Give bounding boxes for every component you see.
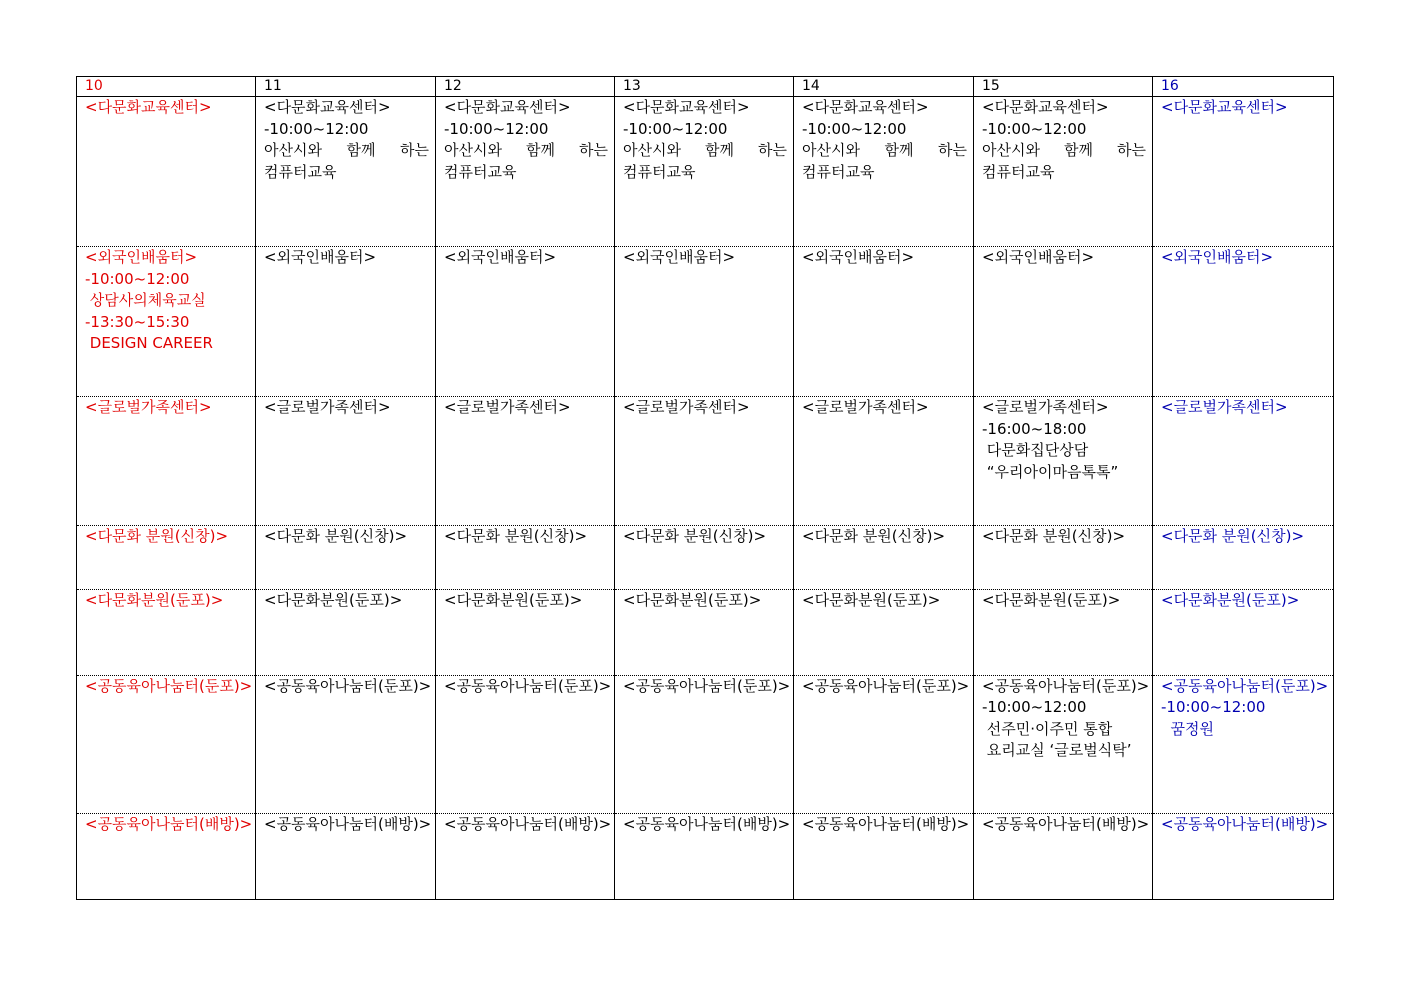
center-name: <공동육아나눔터(배방)> (85, 814, 253, 833)
schedule-cell (615, 247, 794, 397)
schedule-cell (256, 589, 436, 675)
center-name: <공동육아나눔터(배방)> (1161, 814, 1329, 833)
event-line (802, 140, 973, 162)
center-name: <다문화분원(둔포)> (982, 590, 1121, 609)
event-word: 하는 (400, 141, 429, 160)
center-name: <다문화분원(둔포)> (444, 590, 583, 609)
day-header-row (77, 77, 1334, 97)
event-word: 아산시와 (623, 141, 681, 160)
event-line: -10:00~12:00 (1161, 698, 1266, 717)
event-word: 함께 (884, 141, 914, 160)
event-word: 하는 (938, 141, 967, 160)
event-line: -10:00~12:00 (85, 269, 190, 288)
schedule-cell (256, 247, 436, 397)
event-line (444, 140, 614, 162)
center-name: <다문화교육센터> (444, 98, 571, 117)
center-name: <외국인배움터> (1161, 248, 1274, 267)
event-line (623, 140, 793, 162)
event-word: 아산시와 (982, 141, 1040, 160)
section-row (77, 247, 1334, 397)
schedule-cell (615, 97, 794, 247)
schedule-cell (794, 97, 974, 247)
schedule-cell (256, 97, 436, 247)
center-name: <글로벌가족센터> (85, 398, 212, 417)
schedule-cell (615, 525, 794, 589)
section-row (77, 525, 1334, 589)
center-name: <다문화 분원(신창)> (444, 526, 588, 545)
schedule-cell (615, 813, 794, 899)
center-name: <공동육아나눔터(배방)> (264, 814, 432, 833)
schedule-cell (436, 247, 615, 397)
center-name: <공동육아나눔터(둔포)> (623, 676, 791, 695)
center-name: <글로벌가족센터> (444, 398, 571, 417)
event-line: 컴퓨터교육 (623, 162, 696, 181)
center-name: <글로벌가족센터> (264, 398, 391, 417)
center-name: <다문화교육센터> (85, 98, 212, 117)
center-name: <다문화분원(둔포)> (623, 590, 762, 609)
center-name: <외국인배움터> (85, 248, 198, 267)
schedule-cell (794, 525, 974, 589)
schedule-cell (794, 675, 974, 813)
schedule-cell (794, 813, 974, 899)
center-name: <글로벌가족센터> (982, 398, 1109, 417)
schedule-cell (436, 397, 615, 525)
event-line: -13:30~15:30 (85, 312, 190, 331)
schedule-cell (794, 397, 974, 525)
center-name: <다문화분원(둔포)> (1161, 590, 1300, 609)
weekly-calendar-table (76, 76, 1334, 900)
event-word: 함께 (526, 141, 555, 160)
event-line: “우리아이마음톡톡” (982, 462, 1119, 481)
schedule-cell (794, 247, 974, 397)
schedule-cell (794, 589, 974, 675)
center-name: <다문화교육센터> (623, 98, 750, 117)
event-line: 컴퓨터교육 (444, 162, 517, 181)
event-line: 다문화집단상담 (982, 441, 1089, 460)
schedule-cell (1153, 97, 1334, 247)
section-row (77, 97, 1334, 247)
day-number: 10 (77, 77, 256, 97)
event-word: 아산시와 (264, 141, 322, 160)
schedule-cell (1153, 675, 1334, 813)
day-number: 12 (436, 77, 615, 97)
center-name: <공동육아나눔터(배방)> (444, 814, 612, 833)
schedule-cell (77, 813, 256, 899)
schedule-cell (77, 97, 256, 247)
event-line: 컴퓨터교육 (982, 162, 1055, 181)
section-row (77, 813, 1334, 899)
center-name: <공동육아나눔터(둔포)> (85, 676, 253, 695)
event-line: 꿈정원 (1161, 719, 1215, 738)
center-name: <다문화교육센터> (264, 98, 391, 117)
event-line: -10:00~12:00 (264, 119, 369, 138)
center-name: <외국인배움터> (982, 248, 1095, 267)
schedule-cell (256, 397, 436, 525)
schedule-cell (1153, 397, 1334, 525)
event-word: 하는 (579, 141, 608, 160)
section-row (77, 397, 1334, 525)
day-number: 14 (794, 77, 974, 97)
event-word: 함께 (705, 141, 734, 160)
event-word: 아산시와 (802, 141, 860, 160)
event-line (982, 140, 1152, 162)
schedule-cell (974, 813, 1153, 899)
schedule-cell (1153, 247, 1334, 397)
event-line (264, 140, 435, 162)
center-name: <다문화분원(둔포)> (802, 590, 941, 609)
section-row (77, 589, 1334, 675)
center-name: <글로벌가족센터> (623, 398, 750, 417)
center-name: <글로벌가족센터> (1161, 398, 1288, 417)
schedule-cell (436, 589, 615, 675)
schedule-cell (974, 97, 1153, 247)
center-name: <외국인배움터> (802, 248, 915, 267)
section-row (77, 675, 1334, 813)
center-name: <공동육아나눔터(둔포)> (802, 676, 970, 695)
schedule-cell (77, 397, 256, 525)
schedule-cell (1153, 813, 1334, 899)
event-line: 컴퓨터교육 (264, 162, 337, 181)
schedule-cell (436, 675, 615, 813)
center-name: <다문화교육센터> (1161, 98, 1288, 117)
event-line: 컴퓨터교육 (802, 162, 875, 181)
event-line: -10:00~12:00 (444, 119, 549, 138)
event-line: DESIGN CAREER (85, 334, 213, 353)
event-word: 함께 (346, 141, 376, 160)
schedule-cell (974, 247, 1153, 397)
center-name: <다문화 분원(신창)> (982, 526, 1126, 545)
event-line: -10:00~12:00 (982, 698, 1087, 717)
center-name: <외국인배움터> (623, 248, 736, 267)
day-number: 13 (615, 77, 794, 97)
center-name: <공동육아나눔터(배방)> (982, 814, 1150, 833)
event-word: 아산시와 (444, 141, 502, 160)
event-word: 함께 (1064, 141, 1093, 160)
center-name: <다문화 분원(신창)> (264, 526, 408, 545)
schedule-cell (615, 397, 794, 525)
schedule-cell (436, 525, 615, 589)
center-name: <공동육아나눔터(배방)> (623, 814, 791, 833)
schedule-cell (1153, 589, 1334, 675)
event-line: -10:00~12:00 (802, 119, 907, 138)
event-line: -10:00~12:00 (982, 119, 1087, 138)
center-name: <다문화분원(둔포)> (85, 590, 224, 609)
event-word: 하는 (1117, 141, 1146, 160)
center-name: <외국인배움터> (444, 248, 557, 267)
schedule-cell (615, 675, 794, 813)
center-name: <다문화 분원(신창)> (802, 526, 946, 545)
schedule-cell (974, 397, 1153, 525)
schedule-cell (77, 675, 256, 813)
center-name: <공동육아나눔터(둔포)> (1161, 676, 1329, 695)
center-name: <공동육아나눔터(둔포)> (444, 676, 612, 695)
center-name: <공동육아나눔터(둔포)> (982, 676, 1150, 695)
schedule-cell (974, 589, 1153, 675)
schedule-cell (77, 247, 256, 397)
event-line: 요리교실 ‘글로벌식탁’ (982, 741, 1132, 760)
day-number: 15 (974, 77, 1153, 97)
event-word: 하는 (758, 141, 787, 160)
center-name: <다문화 분원(신창)> (1161, 526, 1305, 545)
event-line: 상담사의체육교실 (85, 291, 206, 310)
center-name: <다문화교육센터> (982, 98, 1109, 117)
event-line: -10:00~12:00 (623, 119, 728, 138)
center-name: <다문화교육센터> (802, 98, 929, 117)
event-line: 선주민·이주민 통합 (982, 719, 1113, 738)
schedule-cell (974, 525, 1153, 589)
schedule-cell (436, 813, 615, 899)
schedule-cell (256, 675, 436, 813)
day-number: 11 (256, 77, 436, 97)
center-name: <글로벌가족센터> (802, 398, 929, 417)
event-line: -16:00~18:00 (982, 419, 1087, 438)
center-name: <다문화분원(둔포)> (264, 590, 403, 609)
schedule-cell (256, 813, 436, 899)
schedule-cell (436, 97, 615, 247)
schedule-cell (615, 589, 794, 675)
schedule-cell (1153, 525, 1334, 589)
schedule-cell (256, 525, 436, 589)
calendar-body (77, 77, 1334, 900)
schedule-cell (77, 589, 256, 675)
center-name: <다문화 분원(신창)> (85, 526, 229, 545)
center-name: <외국인배움터> (264, 248, 377, 267)
schedule-cell (974, 675, 1153, 813)
day-number: 16 (1153, 77, 1334, 97)
center-name: <공동육아나눔터(둔포)> (264, 676, 432, 695)
center-name: <공동육아나눔터(배방)> (802, 814, 970, 833)
schedule-cell (77, 525, 256, 589)
center-name: <다문화 분원(신창)> (623, 526, 767, 545)
